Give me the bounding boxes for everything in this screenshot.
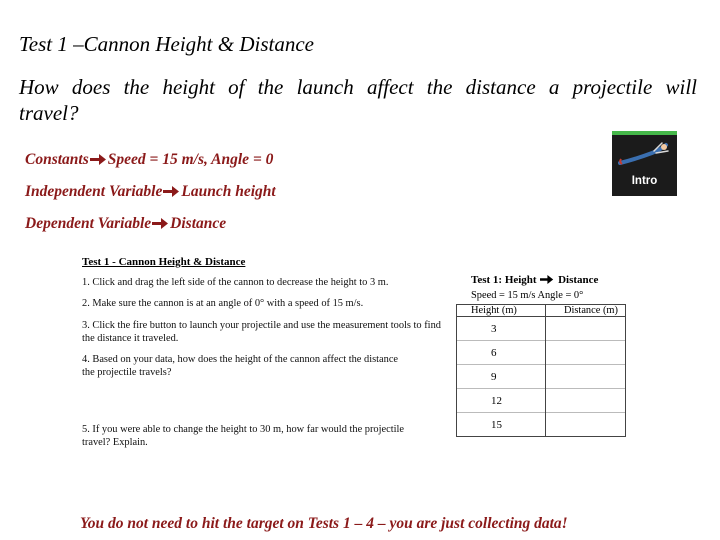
footer-note: You do not need to hit the target on Tests 1 – 4 – you are just collecting data! (80, 515, 568, 532)
step-4: 4. Based on your data, how does the height of the cannon affect the distance the projectile travels? (82, 354, 399, 378)
table-title-text: Test 1: Height (471, 274, 537, 286)
distance-cell (546, 365, 626, 389)
intro-label: Intro (631, 175, 658, 187)
step-1: 1. Click and drag the left side of the cannon to decrease the height to 3 m. (82, 277, 389, 288)
right-arrow-icon (163, 185, 180, 198)
distance-cell (546, 317, 626, 341)
independent-variable-line (25, 183, 276, 201)
dependent-value: Distance (170, 215, 227, 232)
independent-label: Independent Variable (25, 183, 163, 200)
table-subtitle: Speed = 15 m/s Angle = 0° (471, 290, 584, 301)
distance-cell (546, 413, 626, 437)
table-row (457, 341, 626, 365)
table-row (457, 389, 626, 413)
height-cell: 3 (457, 317, 546, 341)
table-row (457, 413, 626, 437)
data-table (456, 304, 626, 437)
height-cell: 12 (457, 389, 546, 413)
step-3: 3. Click the fire button to launch your projectile and use the measurement tools to find the distance it traveled. (82, 320, 441, 344)
intro-button[interactable] (612, 131, 677, 196)
dependent-variable-line (25, 215, 226, 233)
right-arrow-icon (152, 217, 169, 230)
table-row (457, 365, 626, 389)
step-5: 5. If you were able to change the height to 30 m, how far would the projectile travel? Explain. (82, 424, 405, 448)
dependent-label: Dependent Variable (25, 215, 152, 232)
worksheet-heading: Test 1 - Cannon Height & Distance (82, 256, 246, 268)
independent-value: Launch height (181, 183, 276, 200)
research-question: How does the height of the launch affect the distance a projectile will travel? (19, 75, 697, 125)
table-row (457, 317, 626, 341)
height-cell: 15 (457, 413, 546, 437)
height-cell: 6 (457, 341, 546, 365)
constants-line (25, 151, 273, 169)
human-cannonball-icon (616, 139, 673, 169)
right-arrow-icon (90, 153, 107, 166)
column-header-distance: Distance (m) (546, 305, 626, 317)
table-title (471, 274, 598, 286)
height-cell: 9 (457, 365, 546, 389)
table-title-suffix: Distance (558, 274, 599, 286)
page-title: Test 1 –Cannon Height & Distance (19, 32, 314, 56)
constants-value: Speed = 15 m/s, Angle = 0 (107, 151, 274, 168)
right-arrow-icon (540, 274, 554, 285)
distance-cell (546, 389, 626, 413)
step-2: 2. Make sure the cannon is at an angle of 0° with a speed of 15 m/s. (82, 298, 364, 309)
column-header-height: Height (m) (457, 305, 546, 317)
distance-cell (546, 341, 626, 365)
constants-label: Constants (25, 151, 89, 168)
